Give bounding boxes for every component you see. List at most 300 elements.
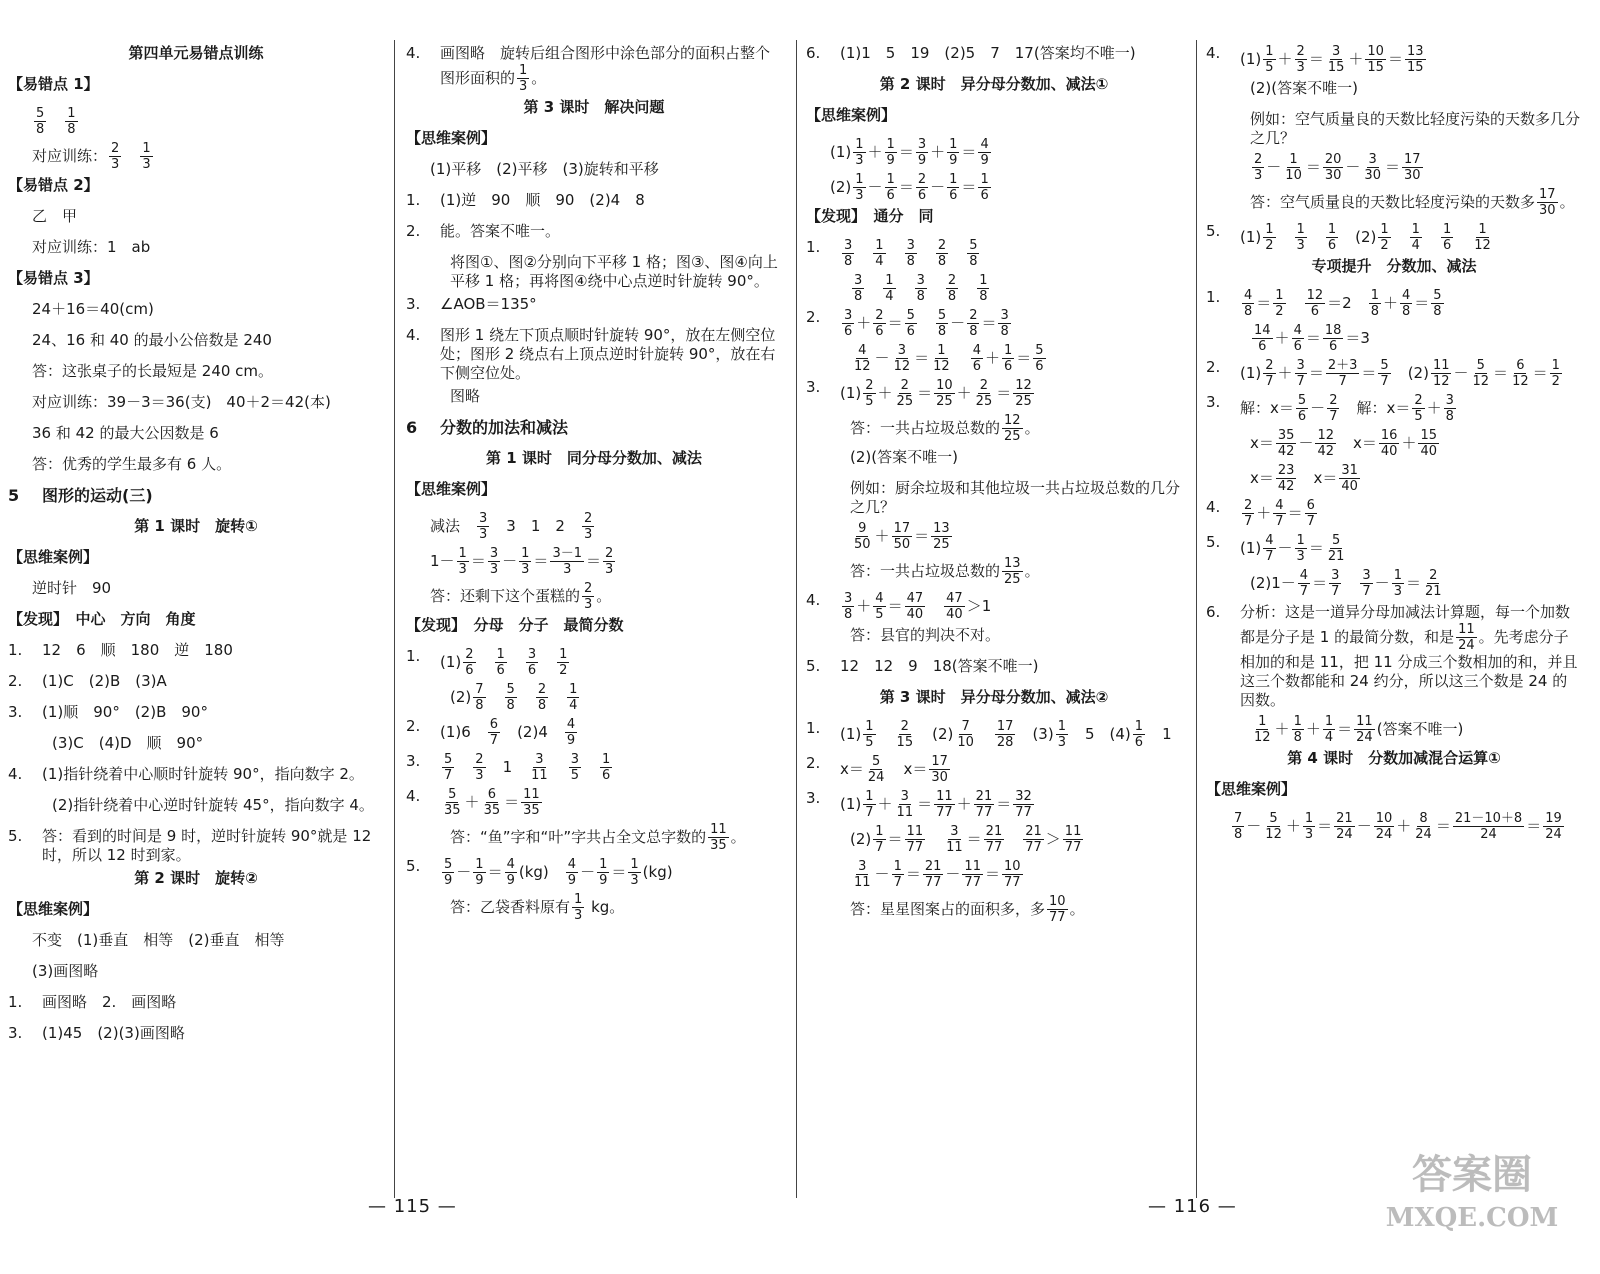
tag-text: 【思维案例】 <box>406 480 497 498</box>
fraction: $\frac{1}{3}$ <box>630 857 639 888</box>
section-tag <box>406 129 782 156</box>
fraction: $\frac{10}{24}$ <box>1375 811 1393 842</box>
answer-item <box>406 44 782 94</box>
fraction: $\frac{1}{3}$ <box>519 63 528 94</box>
fraction: $\frac{1}{3}$ <box>142 141 151 172</box>
section-tag <box>406 480 782 507</box>
fraction: $\frac{1}{10}$ <box>1285 152 1302 183</box>
item-text: (1) $\frac{1}{7}$ ＋ $\frac{3}{11}$ ＝ $\frac{11}{77}$ ＋ $\frac{21}{77}$ ＝ $\frac{32}{77}$ <box>840 789 1032 820</box>
item-number: 2. <box>806 308 821 326</box>
section-tag <box>406 616 782 643</box>
item-number: 3. <box>406 295 421 313</box>
fraction: $\frac{2}{3}$ <box>111 141 120 172</box>
answer-item <box>806 591 1182 622</box>
item-text: 能。答案不唯一。 <box>440 222 561 240</box>
fraction: $\frac{11}{24}$ <box>1356 714 1373 745</box>
fraction: $\frac{5}{21}$ <box>1327 533 1345 564</box>
line-text: (2)(答案不唯一) <box>1250 79 1358 97</box>
tag-text: 【易错点 2】 <box>8 176 99 194</box>
item-number: 1. <box>1206 288 1221 306</box>
line-text: 减法 $\frac{3}{3}$ 3 1 2 $\frac{2}{3}$ <box>430 511 593 542</box>
item-text: 分析：这是一道异分母加减法计算题，每一个加数都是分子是 1 的最简分数，和是 $\frac{11}{24}$ 。先考虑分子相加的和是 11，把 11 分成三个数相加的和，并且这三个数都能和 24 约分，所以这三个数是 24 的因数。 <box>1240 603 1578 709</box>
fraction: $\frac{5}{8}$ <box>506 682 515 713</box>
answer-line <box>806 343 1182 374</box>
answer-line <box>806 824 1182 855</box>
item-number: 4. <box>8 765 23 783</box>
fraction: $\frac{2}{3}$ <box>584 581 593 612</box>
answer-line <box>1206 323 1582 354</box>
fraction: $\frac{1}{3}$ <box>521 546 530 577</box>
fraction: $\frac{11}{35}$ <box>523 787 540 818</box>
fraction: $\frac{5}{7}$ <box>1380 358 1389 389</box>
tag-text: 【思维案例】 <box>1206 780 1297 798</box>
item-number: 2. <box>406 717 421 735</box>
answer-line <box>1206 79 1582 106</box>
line-text: $\frac{14}{6}$ ＋ $\frac{4}{6}$ ＝ $\frac{18}{6}$ ＝3 <box>1254 323 1370 354</box>
item-text: (1) $\frac{1}{5}$ ＋ $\frac{2}{3}$ ＝ $\frac{3}{15}$ ＋ $\frac{10}{15}$ ＝ $\frac{13}{15}$ <box>1240 44 1424 75</box>
fraction: $\frac{11}{35}$ <box>710 822 727 853</box>
page-number-left: — 115 — <box>368 1196 457 1217</box>
answer-item <box>406 647 782 678</box>
fraction: $\frac{6}{7}$ <box>489 717 499 748</box>
answer-line <box>8 796 384 823</box>
line-text: $\frac{1}{12}$ ＋ $\frac{1}{8}$ ＋ $\frac{1}{4}$ ＝ $\frac{11}{24}$ (答案不唯一) <box>1254 714 1464 745</box>
line-text: (2)指针绕着中心逆时针旋转 45°，指向数字 4。 <box>52 796 374 814</box>
fraction: $\frac{1}{4}$ <box>1324 714 1334 745</box>
item-number: 1. <box>8 641 23 659</box>
answer-item <box>806 657 1182 684</box>
fraction: $\frac{3}{11}$ <box>896 789 914 820</box>
fraction: $\frac{1}{6}$ <box>1327 222 1337 253</box>
fraction: $\frac{1}{9}$ <box>475 857 484 888</box>
answer-line <box>806 894 1182 925</box>
item-number: 1. <box>806 238 821 256</box>
answer-line <box>406 892 782 923</box>
line-text: 对应训练： $\frac{2}{3}$ $\frac{1}{3}$ <box>32 141 151 172</box>
line-text: 答：星星图案占的面积多，多 $\frac{10}{77}$ 。 <box>850 894 1085 925</box>
answer-line <box>406 387 782 414</box>
line-text: 答：这张桌子的长最短是 240 cm。 <box>32 362 274 380</box>
fraction: $\frac{3}{3}$ <box>489 546 499 577</box>
fraction: $\frac{2}{7}$ <box>1265 358 1274 389</box>
answer-line <box>8 734 384 761</box>
item-text: 12 6 顺 180 逆 180 <box>42 641 233 659</box>
answer-line <box>1206 714 1582 745</box>
fraction: $\frac{1}{5}$ <box>865 719 874 750</box>
fraction: $\frac{2}{7}$ <box>1244 498 1253 529</box>
answer-line <box>1206 568 1582 599</box>
item-text: (1)45 (2)(3)画图略 <box>42 1024 185 1042</box>
fraction: $\frac{2}{5}$ <box>1414 393 1423 424</box>
fraction: $\frac{2}{3}$ <box>1296 44 1305 75</box>
tag-text: 【发现】 分母 分子 最简分数 <box>406 616 624 634</box>
section-tag <box>8 176 384 203</box>
fraction: $\frac{4}{8}$ <box>1244 288 1253 319</box>
fraction: $\frac{2}{25}$ <box>896 378 914 409</box>
tag-text: 【思维案例】 <box>806 106 897 124</box>
line-text: (1) $\frac{1}{3}$ ＋ $\frac{1}{9}$ ＝ $\frac{3}{9}$ ＋ $\frac{1}{9}$ ＝ $\frac{4}{9}$ <box>830 137 989 168</box>
unit-number: 5 <box>8 486 20 505</box>
fraction: $\frac{4}{5}$ <box>875 591 884 622</box>
item-text: $\frac{2}{7}$ ＋ $\frac{4}{7}$ ＝ $\frac{6}{7}$ <box>1244 498 1315 529</box>
fraction: $\frac{10}{25}$ <box>936 378 953 409</box>
lesson-heading <box>806 75 1182 102</box>
answer-item <box>8 672 384 699</box>
fraction: $\frac{3}{12}$ <box>893 343 911 374</box>
fraction: $\frac{2}{3}$ <box>605 546 614 577</box>
answer-line <box>8 106 384 137</box>
answer-line <box>806 273 1182 304</box>
lesson-heading <box>8 869 384 896</box>
answer-item <box>406 191 782 218</box>
fraction: $\frac{1}{6}$ <box>1134 719 1144 750</box>
fraction: $\frac{1}{6}$ <box>496 647 505 678</box>
fraction: $\frac{3}{11}$ <box>946 824 963 855</box>
answer-line <box>406 511 782 542</box>
item-text: $\frac{4}{8}$ ＝ $\frac{1}{2}$ $\frac{12}{6}$ ＝2 $\frac{1}{8}$ ＋ $\frac{4}{8}$ ＝ $\frac{5}{8}$ <box>1244 288 1442 319</box>
answer-line <box>1206 811 1582 842</box>
fraction: $\frac{1}{3}$ <box>574 892 583 923</box>
item-text: 12 12 9 18(答案不唯一) <box>840 657 1039 675</box>
fraction: $\frac{21}{77}$ <box>924 859 942 890</box>
answer-item <box>1206 393 1582 424</box>
item-text: $\frac{5}{35}$ ＋ $\frac{6}{35}$ ＝ $\frac{11}{35}$ <box>444 787 540 818</box>
fraction: $\frac{31}{40}$ <box>1341 463 1358 494</box>
fraction: $\frac{1}{8}$ <box>67 106 76 137</box>
line-text: $\frac{7}{8}$ － $\frac{5}{12}$ ＋ $\frac{1}{3}$ ＝ $\frac{21}{24}$ － $\frac{10}{24}$ ＋ $\frac{8}{24}$ ＝ $\frac{21-10+8}{24}$ ＝ $\frac{19}{24}$ <box>1234 811 1562 842</box>
item-number: 4. <box>406 44 421 62</box>
fraction: $\frac{11}{77}$ <box>936 789 953 820</box>
answer-item <box>1206 533 1582 564</box>
item-text: $\frac{5}{9}$ － $\frac{1}{9}$ ＝ $\frac{4}{9}$ (kg) $\frac{4}{9}$ － $\frac{1}{9}$ ＝ $\frac{1}{3}$ (kg) <box>444 857 673 888</box>
unit-title: 图形的运动(三) <box>42 486 153 505</box>
answer-item <box>1206 498 1582 529</box>
fraction: $\frac{7}{8}$ <box>1234 811 1243 842</box>
item-text: ∠AOB＝135° <box>440 295 537 313</box>
fraction: $\frac{1}{8}$ <box>979 273 988 304</box>
answer-item <box>406 326 782 383</box>
section-tag <box>8 900 384 927</box>
fraction: $\frac{5}{12}$ <box>1472 358 1490 389</box>
lesson-heading <box>406 98 782 125</box>
fraction: $\frac{5}{35}$ <box>444 787 461 818</box>
fraction: $\frac{1}{9}$ <box>599 857 608 888</box>
answer-line <box>406 253 782 291</box>
fraction: $\frac{4}{9}$ <box>567 857 577 888</box>
item-number: 4. <box>1206 498 1221 516</box>
fraction: $\frac{1}{8}$ <box>1370 288 1379 319</box>
answer-line <box>1206 428 1582 459</box>
line-text: $\frac{3}{11}$ － $\frac{1}{7}$ ＝ $\frac{21}{77}$ － $\frac{11}{77}$ ＝ $\frac{10}{77}$ <box>854 859 1021 890</box>
answer-item <box>8 1024 384 1051</box>
fraction: $\frac{1}{3}$ <box>1057 719 1066 750</box>
answer-line <box>406 822 782 853</box>
answer-line <box>8 300 384 327</box>
item-number: 4. <box>406 787 421 805</box>
heading-text: 第 3 课时 异分母分数加、减法② <box>879 688 1109 706</box>
item-text: (1)指针绕着中心顺时针旋转 90°，指向数字 2。 <box>42 765 364 783</box>
fraction: $\frac{2}{6}$ <box>465 647 474 678</box>
line-text: 乙 甲 <box>32 207 78 225</box>
line-text: 答：优秀的学生最多有 6 人。 <box>32 455 232 473</box>
item-text: (1) $\frac{1}{5}$ $\frac{2}{15}$ (2) $\frac{7}{10}$ $\frac{17}{28}$ (3) $\frac{1}{3}$ 5 (4) $\frac{1}{6}$ 1 <box>840 719 1172 750</box>
answer-line <box>8 393 384 420</box>
fraction: $\frac{2}{3}$ <box>583 511 593 542</box>
item-text: 画图略 2. 画图略 <box>42 993 177 1011</box>
heading-text: 第 4 课时 分数加减混合运算① <box>1287 749 1501 767</box>
fraction: $\frac{4}{7}$ <box>1275 498 1284 529</box>
fraction: $\frac{3}{7}$ <box>1331 568 1340 599</box>
item-text: (1)C (2)B (3)A <box>42 672 167 690</box>
section-tag <box>8 75 384 102</box>
answer-line <box>806 448 1182 475</box>
fraction: $\frac{1}{2}$ <box>559 647 568 678</box>
fraction: $\frac{1}{6}$ <box>1003 343 1013 374</box>
fraction: $\frac{1}{3}$ <box>855 172 864 203</box>
fraction: $\frac{7}{8}$ <box>475 682 484 713</box>
fraction: $\frac{3}{5}$ <box>570 752 579 783</box>
item-text: 画图略 旋转后组合图形中涂色部分的面积占整个图形面积的 $\frac{1}{3}$ 。 <box>440 44 771 94</box>
fraction: $\frac{12}{42}$ <box>1317 428 1334 459</box>
answer-item <box>806 719 1182 750</box>
fraction: $\frac{5}{6}$ <box>1035 343 1044 374</box>
answer-line <box>8 455 384 482</box>
fraction: $\frac{21}{24}$ <box>1336 811 1353 842</box>
fraction: $\frac{1}{12}$ <box>1474 222 1491 253</box>
answer-item <box>8 641 384 668</box>
line-text: (1)平移 (2)平移 (3)旋转和平移 <box>430 160 659 178</box>
fraction: $\frac{17}{30}$ <box>931 754 948 785</box>
fraction: $\frac{5}{7}$ <box>444 752 453 783</box>
answer-item <box>1206 44 1582 75</box>
watermark-line-1: 答案圈 <box>1412 1151 1532 1198</box>
line-text: 答：还剩下这个蛋糕的 $\frac{2}{3}$ 。 <box>430 581 612 612</box>
item-text: (1) $\frac{2}{7}$ ＋ $\frac{3}{7}$ ＝ $\frac{2+3}{7}$ ＝ $\frac{5}{7}$ (2) $\frac{11}{12}$ － $\frac{5}{12}$ ＝ $\frac{6}{12}$ ＝ $\frac{1}{2}$ <box>1240 358 1560 389</box>
fraction: $\frac{2}{5}$ <box>865 378 874 409</box>
item-number: 3. <box>1206 393 1221 411</box>
fraction: $\frac{1}{3}$ <box>1296 533 1305 564</box>
answer-line <box>8 579 384 606</box>
fraction: $\frac{1}{3}$ <box>1296 222 1305 253</box>
answer-item <box>406 295 782 322</box>
item-number: 5. <box>806 657 821 675</box>
fraction: $\frac{12}{25}$ <box>1015 378 1032 409</box>
line-text: $\frac{2}{3}$ － $\frac{1}{10}$ ＝ $\frac{20}{30}$ － $\frac{3}{30}$ ＝ $\frac{17}{30}$ <box>1254 152 1421 183</box>
fraction: $\frac{5}{6}$ <box>1297 393 1307 424</box>
watermark-logo <box>1362 1150 1582 1260</box>
line-text: 答：乙袋香料原有 $\frac{1}{3}$ kg。 <box>450 892 625 923</box>
answer-item <box>1206 288 1582 319</box>
fraction: $\frac{3}{8}$ <box>916 273 925 304</box>
fraction: $\frac{1}{2}$ <box>1380 222 1389 253</box>
answer-item <box>1206 222 1582 253</box>
answer-line <box>8 424 384 451</box>
item-text: 解：x＝ $\frac{5}{6}$ － $\frac{2}{7}$ 解：x＝ $\frac{2}{5}$ ＋ $\frac{3}{8}$ <box>1240 393 1454 424</box>
line-text: (2) $\frac{1}{7}$ ＝ $\frac{11}{77}$ $\frac{3}{11}$ ＝ $\frac{21}{77}$ $\frac{21}{77}$ ＞ $\frac{11}{77}$ <box>850 824 1082 855</box>
line-text <box>32 106 384 137</box>
unit-number: 6 <box>406 418 418 437</box>
lesson-heading <box>8 517 384 544</box>
fraction: $\frac{3}{6}$ <box>844 308 853 339</box>
tag-text: 【思维案例】 <box>8 548 99 566</box>
fraction: $\frac{3}{7}$ <box>1362 568 1371 599</box>
answer-line <box>806 859 1182 890</box>
fraction: $\frac{4}{12}$ <box>854 343 871 374</box>
fraction: $\frac{5}{9}$ <box>444 857 453 888</box>
column-1 <box>8 44 384 1194</box>
lesson-heading <box>1206 257 1582 284</box>
line-text: 将图①、图②分别向下平移 1 格；图③、图④向上平移 1 格；再将图④绕中心点逆时针旋转 90°。 <box>450 253 778 290</box>
line-text: 36 和 42 的最大公因数是 6 <box>32 424 219 442</box>
fraction: $\frac{1}{12}$ <box>933 343 950 374</box>
lesson-heading <box>406 449 782 476</box>
item-text: (1)6 $\frac{6}{7}$ (2)4 $\frac{4}{9}$ <box>440 717 576 748</box>
fraction: $\frac{5}{8}$ <box>969 238 978 269</box>
fraction: $\frac{23}{42}$ <box>1277 463 1295 494</box>
column-2 <box>406 44 782 1194</box>
answer-item <box>1206 603 1582 710</box>
fraction: $\frac{1}{7}$ <box>893 859 902 890</box>
fraction: $\frac{17}{28}$ <box>996 719 1014 750</box>
fraction: $\frac{1}{2}$ <box>1551 358 1560 389</box>
fraction: $\frac{2}{3}$ <box>475 752 484 783</box>
item-text: 图形 1 绕左下顶点顺时针旋转 90°，放在左侧空位处；图形 2 绕点右上顶点逆时针旋转 90°，放在右下侧空位处。 <box>440 326 776 382</box>
item-number: 2. <box>8 672 23 690</box>
unit-heading <box>406 418 782 445</box>
item-number: 3. <box>8 703 23 721</box>
fraction: $\frac{3}{8}$ <box>1000 308 1009 339</box>
tag-text: 【易错点 1】 <box>8 75 99 93</box>
item-text: (1)逆 90 顺 90 (2)4 8 <box>440 191 645 209</box>
fraction: $\frac{17}{30}$ <box>1403 152 1421 183</box>
column-divider <box>1196 40 1197 1198</box>
answer-line <box>8 931 384 958</box>
item-text: (1) $\frac{4}{7}$ － $\frac{1}{3}$ ＝ $\frac{5}{21}$ <box>1240 533 1345 564</box>
answer-item <box>406 857 782 888</box>
heading-text: 第 2 课时 异分母分数加、减法① <box>879 75 1109 93</box>
fraction: $\frac{11}{24}$ <box>1458 622 1475 653</box>
line-text: x＝ $\frac{35}{42}$ － $\frac{12}{42}$ x＝ $\frac{16}{40}$ ＋ $\frac{15}{40}$ <box>1250 428 1437 459</box>
fraction: $\frac{11}{77}$ <box>906 824 924 855</box>
fraction: $\frac{1}{6}$ <box>1442 222 1452 253</box>
line-text: $\frac{4}{12}$ － $\frac{3}{12}$ ＝ $\frac{1}{12}$ $\frac{4}{6}$ ＋ $\frac{1}{6}$ ＝ $\frac{5}{6}$ <box>854 343 1044 374</box>
fraction: $\frac{1}{2}$ <box>1265 222 1274 253</box>
unit-title: 分数的加法和减法 <box>440 418 569 437</box>
item-number: 2. <box>406 222 421 240</box>
answer-line <box>1206 463 1582 494</box>
fraction: $\frac{19}{24}$ <box>1545 811 1562 842</box>
answer-item <box>8 703 384 730</box>
fraction: $\frac{1}{7}$ <box>865 789 874 820</box>
fraction: $\frac{1}{6}$ <box>949 172 958 203</box>
section-tag <box>8 548 384 575</box>
item-text: (1) $\frac{1}{2}$ $\frac{1}{3}$ $\frac{1}{6}$ (2) $\frac{1}{2}$ $\frac{1}{4}$ $\frac{1}{6}$ $\frac{1}{12}$ <box>1240 222 1491 253</box>
line-text: (2)(答案不唯一) <box>850 448 958 466</box>
fraction: $\frac{3-1}{3}$ <box>552 546 582 577</box>
fraction: $\frac{11}{12}$ <box>1432 358 1450 389</box>
item-text: (1)顺 90° (2)B 90° <box>42 703 208 721</box>
line-text: $\frac{9}{50}$ ＋ $\frac{17}{50}$ ＝ $\frac{13}{25}$ <box>854 521 950 552</box>
section-tag <box>806 106 1182 133</box>
line-text <box>850 273 1182 304</box>
answer-item <box>806 44 1182 71</box>
fraction: $\frac{21-10+8}{24}$ <box>1454 811 1523 842</box>
fraction: $\frac{13}{15}$ <box>1406 44 1424 75</box>
line-text: 图略 <box>450 387 481 405</box>
fraction: $\frac{2}{8}$ <box>969 308 978 339</box>
fraction: $\frac{2}{25}$ <box>975 378 993 409</box>
item-text: (1) $\frac{2}{6}$ $\frac{1}{6}$ $\frac{3}{6}$ $\frac{1}{2}$ <box>440 647 568 678</box>
fraction: $\frac{1}{8}$ <box>1293 714 1302 745</box>
fraction: $\frac{47}{40}$ <box>906 591 924 622</box>
answer-item <box>806 238 1182 269</box>
line-text: 答：“鱼”字和“叶”字共占全文总字数的 $\frac{11}{35}$ 。 <box>450 822 746 853</box>
line-text: x＝ $\frac{23}{42}$ x＝ $\frac{31}{40}$ <box>1250 463 1358 494</box>
fraction: $\frac{4}{6}$ <box>972 343 981 374</box>
answer-line <box>406 546 782 577</box>
fraction: $\frac{6}{7}$ <box>1306 498 1315 529</box>
fraction: $\frac{1}{4}$ <box>569 682 578 713</box>
fraction: $\frac{3}{8}$ <box>854 273 863 304</box>
fraction: $\frac{35}{42}$ <box>1277 428 1295 459</box>
item-text: x＝ $\frac{5}{24}$ x＝ $\frac{17}{30}$ <box>840 754 948 785</box>
fraction: $\frac{3}{30}$ <box>1364 152 1381 183</box>
answer-line <box>8 331 384 358</box>
fraction: $\frac{1}{4}$ <box>885 273 894 304</box>
fraction: $\frac{11}{77}$ <box>1064 824 1082 855</box>
answer-item <box>406 717 782 748</box>
item-text: (1) $\frac{2}{5}$ ＋ $\frac{2}{25}$ ＝ $\frac{10}{25}$ ＋ $\frac{2}{25}$ ＝ $\frac{12}{25}$ <box>840 378 1032 409</box>
line-text: (2) $\frac{1}{3}$ － $\frac{1}{6}$ ＝ $\frac{2}{6}$ － $\frac{1}{6}$ ＝ $\frac{1}{6}$ <box>830 172 989 203</box>
fraction: $\frac{3}{6}$ <box>527 647 537 678</box>
fraction: $\frac{20}{30}$ <box>1324 152 1342 183</box>
line-text: 不变 (1)垂直 相等 (2)垂直 相等 <box>32 931 285 949</box>
item-number: 1. <box>806 719 821 737</box>
answer-line <box>1206 187 1582 218</box>
fraction: $\frac{13}{25}$ <box>933 521 950 552</box>
fraction: $\frac{1}{9}$ <box>949 137 958 168</box>
fraction: $\frac{4}{7}$ <box>1265 533 1274 564</box>
item-number: 3. <box>806 789 821 807</box>
fraction: $\frac{2}{15}$ <box>896 719 914 750</box>
fraction: $\frac{1}{6}$ <box>980 172 989 203</box>
section-tag <box>806 207 1182 234</box>
fraction: $\frac{2}{6}$ <box>917 172 927 203</box>
fraction: $\frac{7}{10}$ <box>957 719 974 750</box>
answer-line <box>806 137 1182 168</box>
item-number: 3. <box>806 378 821 396</box>
lesson-heading <box>806 688 1182 715</box>
answer-item <box>8 993 384 1020</box>
line-text: (3)C (4)D 顺 90° <box>52 734 204 752</box>
answer-line <box>406 160 782 187</box>
fraction: $\frac{1}{4}$ <box>1411 222 1420 253</box>
answer-item <box>406 787 782 818</box>
tag-text: 【发现】 通分 同 <box>806 207 934 225</box>
answer-item <box>806 308 1182 339</box>
fraction: $\frac{8}{24}$ <box>1415 811 1432 842</box>
item-number: 1. <box>406 191 421 209</box>
fraction: $\frac{4}{9}$ <box>506 857 515 888</box>
answer-item <box>806 378 1182 409</box>
fraction: $\frac{12}{6}$ <box>1306 288 1324 319</box>
tag-text: 【发现】 中心 方向 角度 <box>8 610 196 628</box>
fraction: $\frac{5}{12}$ <box>1265 811 1282 842</box>
fraction: $\frac{21}{77}$ <box>975 789 993 820</box>
heading-text: 第 1 课时 同分母分数加、减法 <box>486 449 702 467</box>
fraction: $\frac{2}{8}$ <box>947 273 957 304</box>
answer-item <box>8 765 384 792</box>
